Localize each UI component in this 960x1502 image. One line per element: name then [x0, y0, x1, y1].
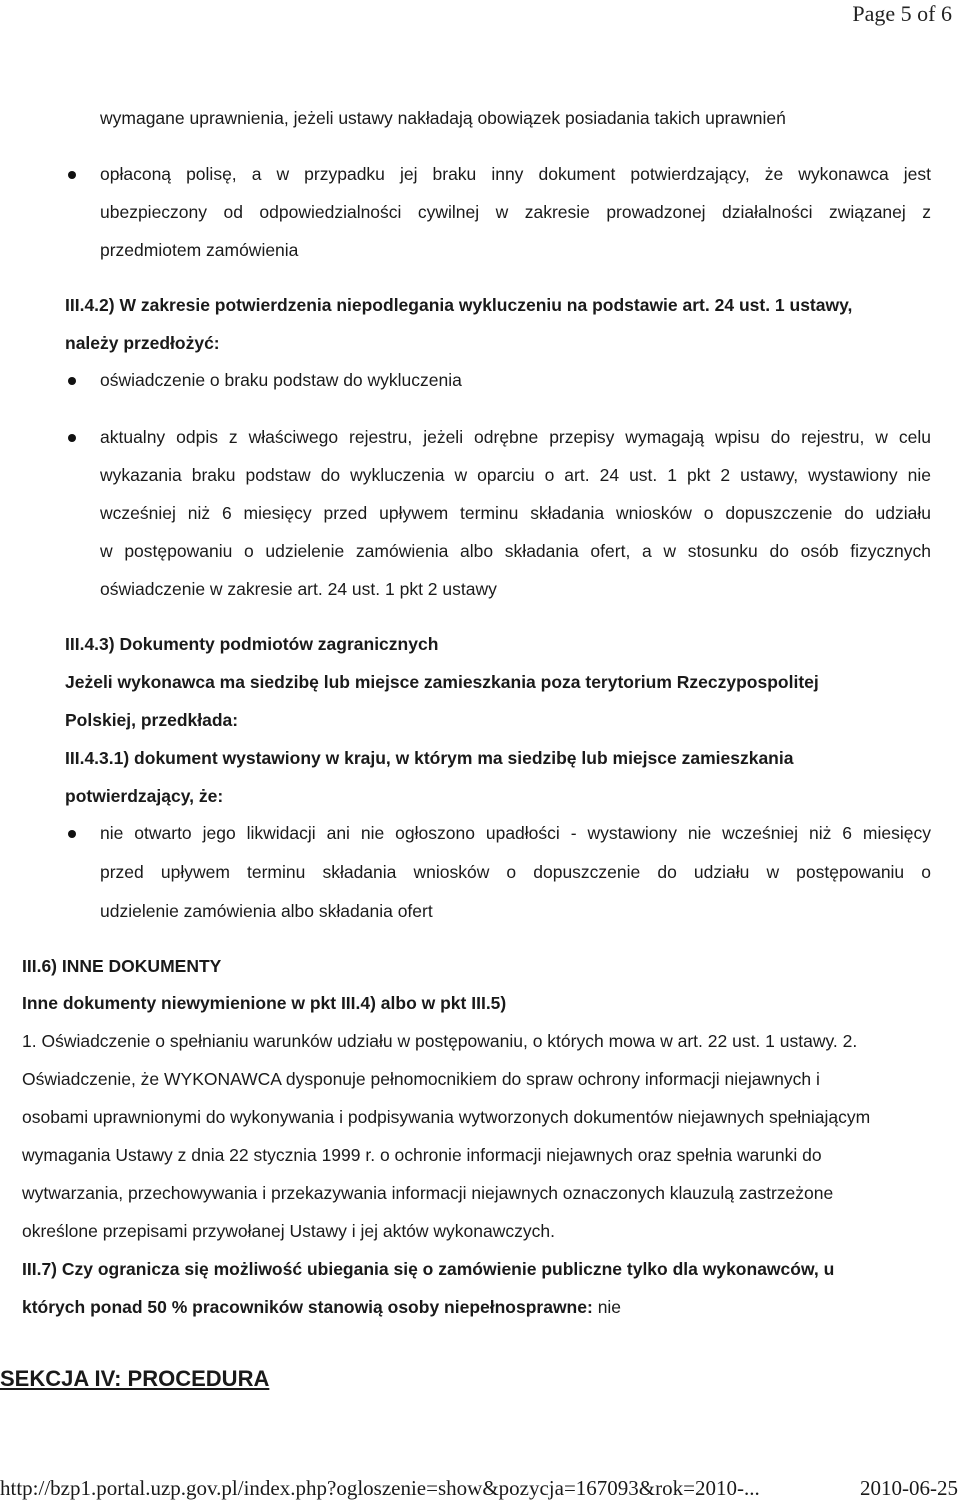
- bullet4-line: przed upływem terminu składania wniosków o dopuszczenie do udziału w postępowaniu o: [100, 862, 931, 882]
- s36-body-line: określone przepisami przywołanej Ustawy i jej aktów wykonawczych.: [22, 1221, 555, 1241]
- bullet1-line: przedmiotem zamówienia: [100, 240, 299, 260]
- bullet3-line: wcześniej niż 6 miesięcy przed upływem terminu składania wniosków o dopuszczenie do udziału: [100, 503, 931, 523]
- s36-body-line: 1. Oświadczenie o spełnianiu warunków udziału w postępowaniu, o których mowa w art. 22 ust. 1 ustawy. 2.: [22, 1031, 858, 1051]
- bullet-icon: [68, 377, 76, 385]
- bullet-icon: [68, 434, 76, 442]
- bullet3-line: w postępowaniu o udzielenie zamówienia albo składania ofert, a w stosunku do osób fizycznych: [100, 541, 931, 561]
- top-text: wymagane uprawnienia, jeżeli ustawy nakładają obowiązek posiadania takich uprawnień: [100, 108, 786, 128]
- s36-body-line: Oświadczenie, że WYKONAWCA dysponuje pełnomocnikiem do spraw ochrony informacji niejawnych i: [22, 1069, 820, 1089]
- section-heading-37-line2: [22, 1296, 621, 1318]
- section-heading-343: III.4.3) Dokumenty podmiotów zagranicznych: [65, 634, 439, 654]
- footer-date: 2010-06-25: [860, 1476, 958, 1500]
- s36-body-line: wymagania Ustawy z dnia 22 stycznia 1999 r. o ochronie informacji niejawnych oraz spełnia warunki do: [22, 1145, 822, 1165]
- section-heading-37: III.7) Czy ogranicza się możliwość ubiegania się o zamówienie publiczne tylko dla wykonawców, u: [22, 1259, 835, 1279]
- section-sub-343: Polskiej, przedkłada:: [65, 710, 239, 730]
- s36-body-line: osobami uprawnionymi do wykonywania i podpisywania wytworzonych dokumentów niejawnych spełniającym: [22, 1107, 871, 1127]
- bullet-icon: [68, 830, 76, 838]
- section-heading-3431: potwierdzający, że:: [65, 786, 224, 806]
- section-heading-3431: III.4.3.1) dokument wystawiony w kraju, w którym ma siedzibę lub miejsce zamieszkania: [65, 748, 794, 768]
- section-heading-36: III.6) INNE DOKUMENTY: [22, 956, 222, 976]
- bullet3-line: wykazania braku podstaw do wykluczenia w oparciu o art. 24 ust. 1 pkt 2 ustawy, wystawiony nie: [100, 465, 931, 485]
- bullet3-line: oświadczenie w zakresie art. 24 ust. 1 pkt 2 ustawy: [100, 579, 497, 599]
- bullet-icon: [68, 171, 76, 179]
- section-iv-heading: SEKCJA IV: PROCEDURA: [0, 1366, 270, 1391]
- section-heading-37: których ponad 50 % pracowników stanowią osoby niepełnosprawne:: [22, 1297, 593, 1317]
- bullet1-line: opłaconą polisę, a w przypadku jej braku inny dokument potwierdzający, że wykonawca jest: [100, 164, 931, 184]
- section-heading-342: należy przedłożyć:: [65, 333, 220, 353]
- bullet4-line: nie otwarto jego likwidacji ani nie ogłoszono upadłości - wystawiony nie wcześniej niż 6 miesięcy: [100, 823, 931, 843]
- bullet4-line: udzielenie zamówienia albo składania ofert: [100, 901, 433, 921]
- s36-body-line: wytwarzania, przechowywania i przekazywania informacji niejawnych oznaczonych klauzulą zastrzeżone: [22, 1183, 834, 1203]
- bullet2-text: oświadczenie o braku podstaw do wykluczenia: [100, 370, 462, 390]
- page-number: Page 5 of 6: [852, 1, 952, 26]
- section-sub-343: Jeżeli wykonawca ma siedzibę lub miejsce zamieszkania poza terytorium Rzeczypospolitej: [65, 672, 819, 692]
- s37-answer: nie: [597, 1297, 622, 1317]
- section-sub-36: Inne dokumenty niewymienione w pkt III.4) albo w pkt III.5): [22, 993, 507, 1013]
- bullet1-line: ubezpieczony od odpowiedzialności cywilnej w zakresie prowadzonej działalności związanej z: [100, 202, 931, 222]
- footer-url: http://bzp1.portal.uzp.gov.pl/index.php?ogloszenie=show&pozycja=167093&rok=2010-...: [0, 1476, 760, 1500]
- section-heading-342: III.4.2) W zakresie potwierdzenia niepodlegania wykluczeniu na podstawie art. 24 ust. 1 ustawy,: [65, 295, 853, 315]
- bullet3-line: aktualny odpis z właściwego rejestru, jeżeli odrębne przepisy wymagają wpisu do rejestru, w celu: [100, 427, 931, 447]
